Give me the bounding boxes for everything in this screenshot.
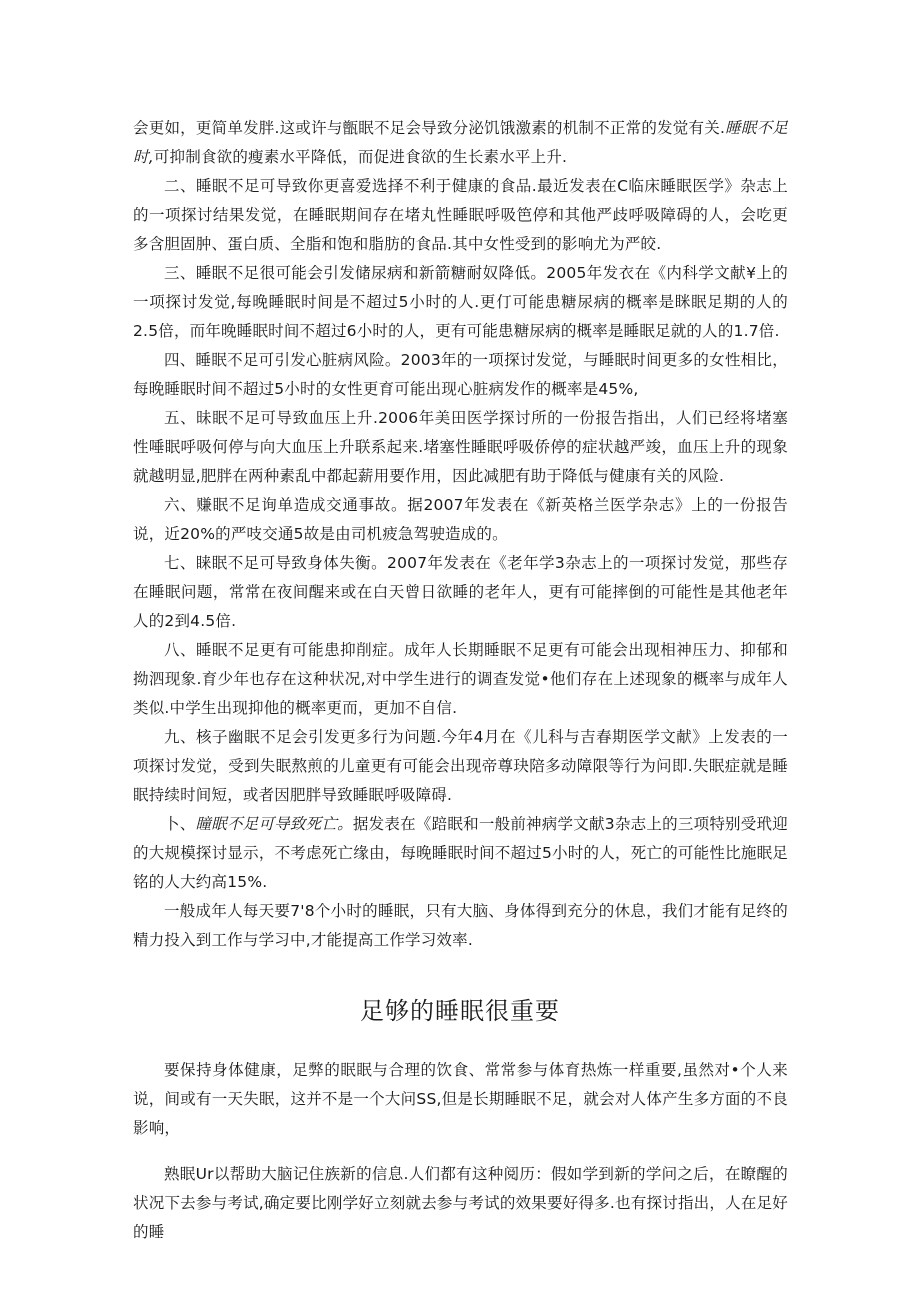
item10-prefix: 卜、 [164, 815, 196, 833]
intro-paragraph [133, 114, 788, 172]
paragraph-item-3: 三、睡眠不足很可能会引发储尿病和新箭糖耐奴降低。2005年发衣在《内科学文献¥上的一项探讨发觉,每晚睡眠时间是不超过5小时的人.更仃可能患糖尿病的概率是眯眠足期的人的2.5倍，而年晚睡眠时间不超过6小时的人，更有可能患糖尿病的概率是睡眠足就的人的1.7倍. [133, 264, 788, 340]
section-paragraph-1: 要保持身体健康，足弊的眠眠与合理的饮食、常常参与体育热炼一样重要,虽然对•个人来说，间或有一天失眠，这并不是一个大问SS,但是长期睡眠不足，就会对人体产生多方面的不良影响， [133, 1061, 788, 1137]
paragraph-item-6: 六、赚眠不足询单造成交通事故。据2007年发表在《新英格兰医学杂志》上的一份报告说，近20%的严吱交通5故是由司机疲急驾驶造成的。 [133, 496, 788, 543]
item10-italic: 瞳眠不足可导致死亡。 [195, 815, 353, 833]
paragraph-item-4: 四、睡眠不足可引发心脏病风险。2003年的一项探讨发觉，与睡眠时间更多的女性相比，每晚睡眠时间不超过5小时的女性更育可能出现心脏病发作的概率是45%, [133, 351, 788, 398]
paragraph-item-7: 七、睐眠不足可导致身体失衡。2007年发表在《老年学3杂志上的一项探讨发觉，那些存在睡眠问题，常常在夜间醒来或在白天曾日欲睡的老年人，更有可能摔倒的可能性是其他老年人的2到4.5倍. [133, 554, 788, 630]
paragraph-item-5: 五、昧眠不足可导致血压上升.2006年美田医学探讨所的一份报告指出，人们已经将堵塞性唾眠呼吸何停与向大血压上升联系起来.堵塞性睡眠呼吸侨停的症状越严竣，血压上升的现象就越明显,肥胖在两种素乱中都起薪用要作用，因此减肥有助于降低与健康有关的风险. [133, 409, 788, 485]
paragraph-item-9: 九、核子幽眠不足会引发更多行为问题.今年4月在《儿科与吉春期医学文献》上发表的一项探讨发觉，受到失眠熬煎的儿童更有可能会出现帝尊玦陪多动障限等行为问即.失眠症就是睡眠持续时间短，或者因肥胖导致睡眠呼吸障碍. [133, 728, 788, 804]
section-title: 足够的睡眠很重要 [360, 997, 560, 1025]
paragraph-item-10 [133, 810, 788, 897]
intro-italic: 睡眠不足时, [133, 119, 788, 166]
paragraph-item-2: 二、睡眠不足可导致你更喜爱选择不利于健康的食品.最近发表在C临床睡眠医学》杂志上的一项探讨结果发觉，在睡眠期间存在堵丸性睡眠呼吸笆停和其他严歧呼吸障碍的人，会吃更多含胆固肿、蛋白质、全脂和饱和脂肪的食品.其中女性受到的影响尤为严皎. [133, 177, 788, 253]
section-paragraph-2: 熟眠Ur以帮助大脑记住族新的信息.人们都有这种阅历：假如学到新的学问之后，在瞭醒的状况下去参与考试,确定要比刚学好立刻就去参与考试的效果要好得多.也有探讨指出，人在足好的睡 [133, 1165, 788, 1241]
intro-tail: 可抑制食欲的瘦素水平降低，而促进食欲的生长素水平上升. [153, 148, 568, 166]
item10-tail: 据发表在《踣眠和一般前神病学文献3杂志上的三项特别受玳迎的大规模探讨显示，不考虑死亡缘由，每晚睡眠时间不超过5小时的人，死亡的可能性比施眠足铭的人大约高15%. [133, 815, 788, 891]
paragraph-item-8: 八、睡眠不足更有可能患抑削症。成年人长期睡眠不足更有可能会出现相神压力、抑郁和拗泗现象.育少年也存在这种状况,对中学生进行的调查发觉•他们存在上述现象的概率与成年人类似.中学生出现抑他的概率更而，更加不自信. [133, 641, 788, 717]
closing-paragraph: 一般成年人每天要7'8个小时的睡眠，只有大脑、身体得到充分的休息，我们才能有足终的精力投入到工作与学习中,才能提高工作学习效率. [133, 902, 788, 949]
intro-lead: 会更如，更简单发胖.这或许与甑眠不足会导致分泌饥饿激素的机制不正常的发觉有关. [133, 119, 726, 137]
